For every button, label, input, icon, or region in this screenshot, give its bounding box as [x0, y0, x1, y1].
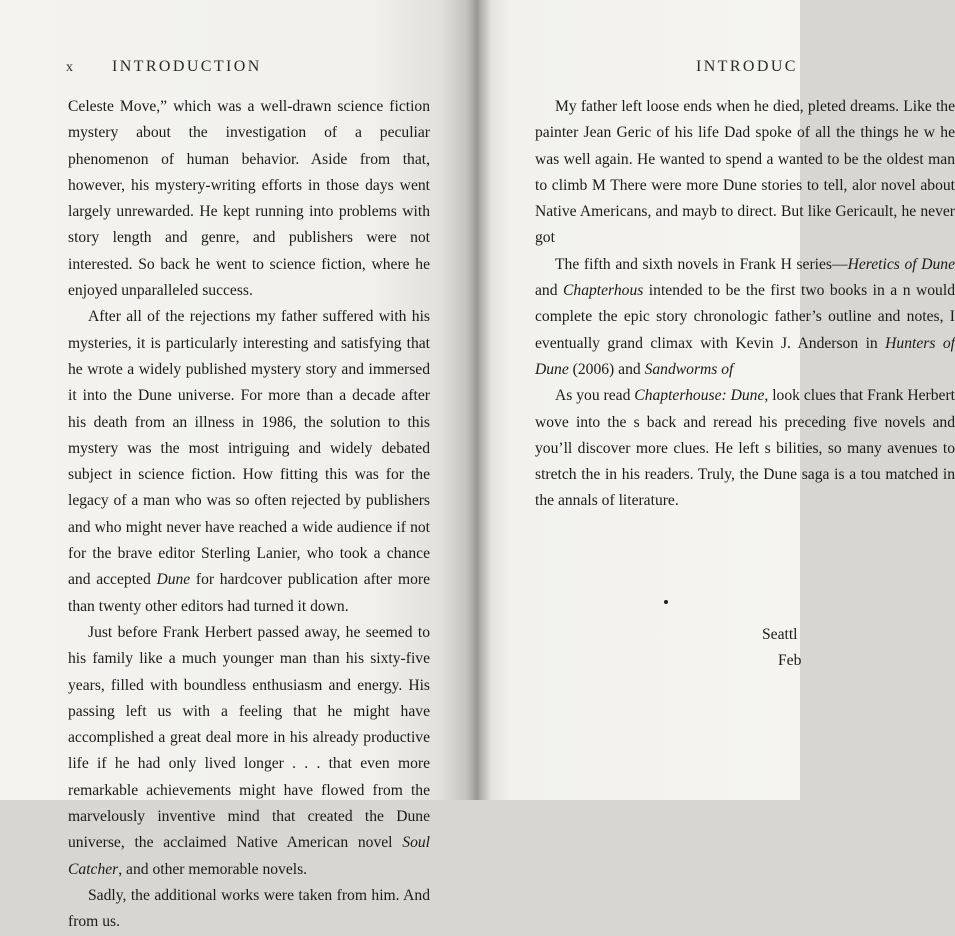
book-title: Sandworms of	[644, 360, 734, 378]
book-title: Heretics of Dune	[847, 255, 955, 273]
paragraph: Celeste Move,” which was a well-drawn science fiction mystery about the investigation of a peculiar phenomenon of human behavior. Aside from that, however, his mystery-writing efforts in those days went largely unrewarded. He kept running into problems with story length and genre, and publishers were not interested. So back he went to science fiction, where he enjoyed unparalleled success.	[68, 98, 430, 300]
book-title: Hunters of Dune	[535, 334, 955, 378]
right-page	[478, 0, 955, 800]
paragraph: Just before Frank Herbert passed away, he seemed to his family like a much younger man than his sixty-five years, filled with boundless enthusiasm and energy. His passing left us with a feeling that he might have accomplished a great deal more in his already productive life if he had only lived longer . . . that even more remarkable achievements might have flowed from the marvelously inventive mind that created the Dune universe, the acclaimed Native American novel Soul Catcher, and other memorable novels.	[68, 623, 430, 878]
page-number: x	[66, 60, 73, 75]
left-text-column	[68, 94, 430, 936]
signature-place: Seattl	[762, 626, 798, 643]
right-text-column	[535, 94, 955, 515]
running-header-left: INTRODUCTION	[112, 58, 262, 75]
paragraph: Sadly, the additional works were taken from him. And from us.	[68, 886, 430, 931]
book-title: Soul Catcher	[68, 834, 430, 878]
running-header-right: INTRODUC	[696, 58, 798, 75]
paragraph: After all of the rejections my father suffered with his mysteries, it is particularly interesting and satisfying that he wrote a widely published mystery story and immersed it into the Dune universe. For more than a decade after his death from an illness in 1986, the solution to this mystery was the most intriguing and widely debated subject in science fiction. How fitting this was for the legacy of a man who was so often rejected by publishers and who might never have reached a wide audience if not for the brave editor Sterling Lanier, who took a chance and accepted Dune for hardcover publication after more than twenty other editors had turned it down.	[68, 308, 430, 615]
paragraph: As you read Chapterhouse: Dune, look clues that Frank Herbert wove into the s back and reread his preceding five novels and you’ll discover more clues. He left s bilities, so many avenues to stretch the in his readers. Truly, the Dune saga is a tou matched in the annals of literature.	[535, 387, 955, 510]
signature-date: Feb	[778, 652, 802, 669]
section-ornament	[664, 600, 668, 604]
book-title: Chapterhouse: Dune	[634, 387, 765, 405]
book-title: Dune	[156, 571, 191, 589]
book-title: Chapterhous	[563, 282, 644, 300]
paragraph: The fifth and sixth novels in Frank H series—Heretics of Dune and Chapterhous intended to be the first two books in a n would complete the epic story chronologic father’s outline and notes, I eventually grand climax with Kevin J. Anderson in Hunters of Dune (2006) and Sandworms of	[535, 255, 955, 378]
left-page	[0, 0, 478, 931]
paragraph: My father left loose ends when he died, pleted dreams. Like the painter Jean Geric of his life Dad spoke of all the things he w he was well again. He wanted to spend a wanted to be the oldest man to climb M There were more Dune stories to tell, alor novel about Native Americans, and mayb to direct. But like Gericault, he never got	[535, 98, 955, 247]
